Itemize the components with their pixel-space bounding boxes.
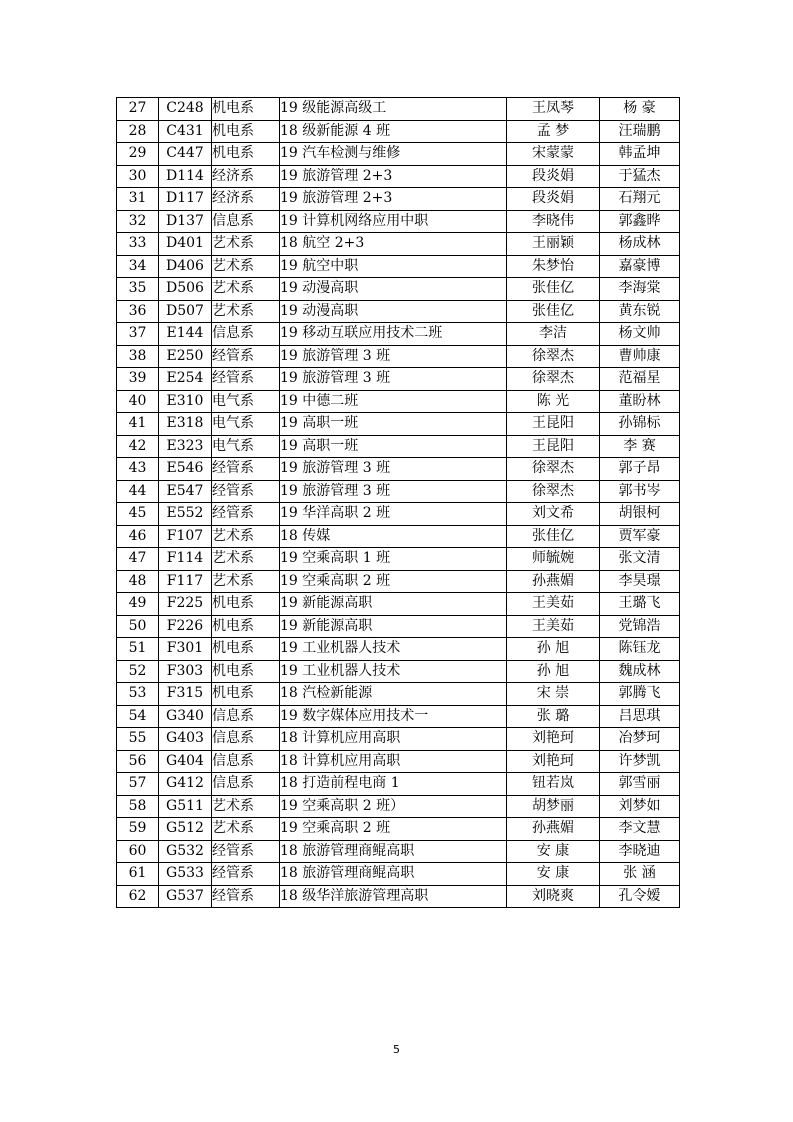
class-code-cell: G404 <box>159 750 212 773</box>
class-name-cell: 19 空乘高职 1 班 <box>280 548 507 571</box>
class-name-cell: 19 旅游管理 3 班 <box>280 368 507 391</box>
class-code-cell: G533 <box>159 863 212 886</box>
teacher-2-cell: 杨文帅 <box>600 323 680 346</box>
row-number-cell: 32 <box>117 210 159 233</box>
teacher-1-cell: 徐翠杰 <box>507 345 600 368</box>
teacher-2-cell: 于猛杰 <box>600 165 680 188</box>
department-cell: 机电系 <box>212 593 280 616</box>
teacher-1-cell: 孙 旭 <box>507 660 600 683</box>
table-row <box>117 863 680 886</box>
class-name-cell: 18 旅游管理商鲲高职 <box>280 840 507 863</box>
table-row <box>117 233 680 256</box>
table-row <box>117 705 680 728</box>
teacher-1-cell: 徐翠杰 <box>507 480 600 503</box>
class-code-cell: E254 <box>159 368 212 391</box>
table-row <box>117 683 680 706</box>
class-name-cell: 19 工业机器人技术 <box>280 638 507 661</box>
class-code-cell: G512 <box>159 818 212 841</box>
teacher-2-cell: 汪瑞鹏 <box>600 120 680 143</box>
teacher-1-cell: 刘晓爽 <box>507 885 600 908</box>
teacher-1-cell: 宋 崇 <box>507 683 600 706</box>
table-row <box>117 728 680 751</box>
class-code-cell: D507 <box>159 300 212 323</box>
class-code-cell: F315 <box>159 683 212 706</box>
table-row <box>117 323 680 346</box>
department-cell: 经济系 <box>212 188 280 211</box>
table-row <box>117 818 680 841</box>
department-cell: 艺术系 <box>212 818 280 841</box>
class-name-cell: 18 传媒 <box>280 525 507 548</box>
department-cell: 经管系 <box>212 863 280 886</box>
table-row <box>117 143 680 166</box>
class-code-cell: F301 <box>159 638 212 661</box>
table-row <box>117 795 680 818</box>
teacher-2-cell: 石翔元 <box>600 188 680 211</box>
table-row <box>117 210 680 233</box>
row-number-cell: 45 <box>117 503 159 526</box>
teacher-2-cell: 郭书岑 <box>600 480 680 503</box>
row-number-cell: 31 <box>117 188 159 211</box>
teacher-1-cell: 安 康 <box>507 863 600 886</box>
class-code-cell: G403 <box>159 728 212 751</box>
class-code-cell: G532 <box>159 840 212 863</box>
department-cell: 艺术系 <box>212 795 280 818</box>
row-number-cell: 27 <box>117 98 159 121</box>
table-row <box>117 165 680 188</box>
table-row <box>117 413 680 436</box>
class-name-cell: 18 航空 2+3 <box>280 233 507 256</box>
class-name-cell: 19 汽车检测与维修 <box>280 143 507 166</box>
class-code-cell: E318 <box>159 413 212 436</box>
class-name-cell: 19 华洋高职 2 班 <box>280 503 507 526</box>
row-number-cell: 48 <box>117 570 159 593</box>
teacher-1-cell: 王丽颖 <box>507 233 600 256</box>
row-number-cell: 62 <box>117 885 159 908</box>
class-code-cell: G537 <box>159 885 212 908</box>
teacher-2-cell: 董盼林 <box>600 390 680 413</box>
department-cell: 电气系 <box>212 390 280 413</box>
class-code-cell: F226 <box>159 615 212 638</box>
table-row <box>117 368 680 391</box>
teacher-2-cell: 魏成林 <box>600 660 680 683</box>
row-number-cell: 35 <box>117 278 159 301</box>
teacher-1-cell: 李晓伟 <box>507 210 600 233</box>
row-number-cell: 28 <box>117 120 159 143</box>
table-row <box>117 638 680 661</box>
row-number-cell: 52 <box>117 660 159 683</box>
teacher-1-cell: 徐翠杰 <box>507 458 600 481</box>
teacher-2-cell: 贾军豪 <box>600 525 680 548</box>
department-cell: 电气系 <box>212 413 280 436</box>
teacher-1-cell: 陈 光 <box>507 390 600 413</box>
teacher-2-cell: 陈钰龙 <box>600 638 680 661</box>
teacher-2-cell: 李晓迪 <box>600 840 680 863</box>
class-code-cell: D114 <box>159 165 212 188</box>
teacher-1-cell: 刘文希 <box>507 503 600 526</box>
class-code-cell: G412 <box>159 773 212 796</box>
class-roster-body <box>117 98 680 908</box>
table-row <box>117 120 680 143</box>
teacher-2-cell: 郭鑫晔 <box>600 210 680 233</box>
department-cell: 信息系 <box>212 210 280 233</box>
teacher-2-cell: 郭腾飞 <box>600 683 680 706</box>
table-row <box>117 773 680 796</box>
teacher-2-cell: 黄东锐 <box>600 300 680 323</box>
teacher-2-cell: 许梦凯 <box>600 750 680 773</box>
class-name-cell: 18 打造前程电商 1 <box>280 773 507 796</box>
row-number-cell: 56 <box>117 750 159 773</box>
row-number-cell: 50 <box>117 615 159 638</box>
teacher-1-cell: 钮若岚 <box>507 773 600 796</box>
table-row <box>117 390 680 413</box>
row-number-cell: 49 <box>117 593 159 616</box>
table-row <box>117 503 680 526</box>
class-name-cell: 19 旅游管理 2+3 <box>280 188 507 211</box>
class-name-cell: 19 移动互联应用技术二班 <box>280 323 507 346</box>
class-code-cell: F114 <box>159 548 212 571</box>
department-cell: 经济系 <box>212 165 280 188</box>
table-row <box>117 458 680 481</box>
teacher-2-cell: 曹帅康 <box>600 345 680 368</box>
class-name-cell: 19 旅游管理 3 班 <box>280 458 507 481</box>
department-cell: 信息系 <box>212 728 280 751</box>
teacher-2-cell: 党锦浩 <box>600 615 680 638</box>
row-number-cell: 36 <box>117 300 159 323</box>
class-code-cell: E310 <box>159 390 212 413</box>
row-number-cell: 51 <box>117 638 159 661</box>
class-code-cell: E144 <box>159 323 212 346</box>
teacher-1-cell: 段炎娟 <box>507 165 600 188</box>
department-cell: 机电系 <box>212 98 280 121</box>
teacher-1-cell: 胡梦丽 <box>507 795 600 818</box>
table-row <box>117 593 680 616</box>
class-name-cell: 19 旅游管理 2+3 <box>280 165 507 188</box>
row-number-cell: 59 <box>117 818 159 841</box>
teacher-2-cell: 韩孟坤 <box>600 143 680 166</box>
row-number-cell: 53 <box>117 683 159 706</box>
row-number-cell: 44 <box>117 480 159 503</box>
teacher-2-cell: 张文清 <box>600 548 680 571</box>
row-number-cell: 46 <box>117 525 159 548</box>
department-cell: 经管系 <box>212 885 280 908</box>
teacher-2-cell: 嘉豪博 <box>600 255 680 278</box>
teacher-1-cell: 孙燕媚 <box>507 570 600 593</box>
teacher-2-cell: 杨成林 <box>600 233 680 256</box>
class-code-cell: G511 <box>159 795 212 818</box>
class-code-cell: F117 <box>159 570 212 593</box>
teacher-2-cell: 杨 豪 <box>600 98 680 121</box>
table-row <box>117 300 680 323</box>
row-number-cell: 29 <box>117 143 159 166</box>
class-code-cell: F107 <box>159 525 212 548</box>
teacher-2-cell: 李昊璟 <box>600 570 680 593</box>
row-number-cell: 43 <box>117 458 159 481</box>
class-name-cell: 19 工业机器人技术 <box>280 660 507 683</box>
class-name-cell: 18 计算机应用高职 <box>280 728 507 751</box>
table-row <box>117 660 680 683</box>
class-name-cell: 19 中德二班 <box>280 390 507 413</box>
row-number-cell: 58 <box>117 795 159 818</box>
class-name-cell: 18 计算机应用高职 <box>280 750 507 773</box>
class-name-cell: 19 级能源高级工 <box>280 98 507 121</box>
teacher-2-cell: 孔令嫒 <box>600 885 680 908</box>
department-cell: 经管系 <box>212 840 280 863</box>
class-name-cell: 19 航空中职 <box>280 255 507 278</box>
class-code-cell: D506 <box>159 278 212 301</box>
table-row <box>117 435 680 458</box>
table-row <box>117 570 680 593</box>
department-cell: 机电系 <box>212 683 280 706</box>
class-name-cell: 18 汽检新能源 <box>280 683 507 706</box>
department-cell: 信息系 <box>212 773 280 796</box>
class-name-cell: 18 级华洋旅游管理高职 <box>280 885 507 908</box>
teacher-1-cell: 刘艳珂 <box>507 728 600 751</box>
teacher-2-cell: 胡银柯 <box>600 503 680 526</box>
department-cell: 信息系 <box>212 705 280 728</box>
table-row <box>117 98 680 121</box>
department-cell: 艺术系 <box>212 570 280 593</box>
teacher-2-cell: 王璐飞 <box>600 593 680 616</box>
teacher-1-cell: 王昆阳 <box>507 435 600 458</box>
department-cell: 艺术系 <box>212 233 280 256</box>
department-cell: 机电系 <box>212 143 280 166</box>
teacher-1-cell: 王美茹 <box>507 615 600 638</box>
class-name-cell: 19 数字媒体应用技术一 <box>280 705 507 728</box>
department-cell: 艺术系 <box>212 255 280 278</box>
teacher-2-cell: 张 涵 <box>600 863 680 886</box>
department-cell: 艺术系 <box>212 300 280 323</box>
teacher-2-cell: 孙锦标 <box>600 413 680 436</box>
row-number-cell: 34 <box>117 255 159 278</box>
class-code-cell: D401 <box>159 233 212 256</box>
row-number-cell: 60 <box>117 840 159 863</box>
class-name-cell: 19 高职一班 <box>280 435 507 458</box>
teacher-2-cell: 郭子昂 <box>600 458 680 481</box>
teacher-1-cell: 王美茹 <box>507 593 600 616</box>
table-row <box>117 615 680 638</box>
class-code-cell: F225 <box>159 593 212 616</box>
department-cell: 艺术系 <box>212 548 280 571</box>
teacher-1-cell: 孟 梦 <box>507 120 600 143</box>
class-name-cell: 19 计算机网络应用中职 <box>280 210 507 233</box>
class-code-cell: E323 <box>159 435 212 458</box>
class-name-cell: 19 空乘高职 2 班） <box>280 795 507 818</box>
class-code-cell: D406 <box>159 255 212 278</box>
class-code-cell: E546 <box>159 458 212 481</box>
table-row <box>117 278 680 301</box>
department-cell: 机电系 <box>212 120 280 143</box>
table-row <box>117 885 680 908</box>
row-number-cell: 39 <box>117 368 159 391</box>
class-code-cell: E547 <box>159 480 212 503</box>
row-number-cell: 42 <box>117 435 159 458</box>
teacher-1-cell: 孙燕媚 <box>507 818 600 841</box>
row-number-cell: 37 <box>117 323 159 346</box>
row-number-cell: 54 <box>117 705 159 728</box>
table-row <box>117 840 680 863</box>
row-number-cell: 40 <box>117 390 159 413</box>
row-number-cell: 30 <box>117 165 159 188</box>
class-code-cell: C447 <box>159 143 212 166</box>
row-number-cell: 55 <box>117 728 159 751</box>
class-name-cell: 19 新能源高职 <box>280 593 507 616</box>
class-code-cell: D117 <box>159 188 212 211</box>
class-roster-table <box>116 97 680 908</box>
class-name-cell: 19 动漫高职 <box>280 278 507 301</box>
row-number-cell: 57 <box>117 773 159 796</box>
department-cell: 经管系 <box>212 458 280 481</box>
teacher-1-cell: 张佳亿 <box>507 300 600 323</box>
table-row <box>117 548 680 571</box>
class-name-cell: 19 空乘高职 2 班 <box>280 570 507 593</box>
class-name-cell: 19 高职一班 <box>280 413 507 436</box>
department-cell: 艺术系 <box>212 278 280 301</box>
teacher-1-cell: 孙 旭 <box>507 638 600 661</box>
class-code-cell: G340 <box>159 705 212 728</box>
class-code-cell: C431 <box>159 120 212 143</box>
department-cell: 电气系 <box>212 435 280 458</box>
table-row <box>117 255 680 278</box>
teacher-2-cell: 冶梦珂 <box>600 728 680 751</box>
teacher-1-cell: 张佳亿 <box>507 278 600 301</box>
teacher-2-cell: 李文慧 <box>600 818 680 841</box>
class-name-cell: 19 旅游管理 3 班 <box>280 480 507 503</box>
department-cell: 机电系 <box>212 615 280 638</box>
class-name-cell: 19 空乘高职 2 班 <box>280 818 507 841</box>
class-name-cell: 18 级新能源 4 班 <box>280 120 507 143</box>
class-code-cell: F303 <box>159 660 212 683</box>
teacher-2-cell: 李 赛 <box>600 435 680 458</box>
teacher-1-cell: 张 璐 <box>507 705 600 728</box>
department-cell: 机电系 <box>212 660 280 683</box>
class-code-cell: C248 <box>159 98 212 121</box>
class-code-cell: D137 <box>159 210 212 233</box>
class-name-cell: 18 旅游管理商鲲高职 <box>280 863 507 886</box>
row-number-cell: 61 <box>117 863 159 886</box>
teacher-1-cell: 张佳亿 <box>507 525 600 548</box>
teacher-1-cell: 王凤琴 <box>507 98 600 121</box>
class-code-cell: E552 <box>159 503 212 526</box>
department-cell: 经管系 <box>212 503 280 526</box>
class-name-cell: 19 旅游管理 3 班 <box>280 345 507 368</box>
class-name-cell: 19 新能源高职 <box>280 615 507 638</box>
teacher-1-cell: 朱梦怡 <box>507 255 600 278</box>
table-row <box>117 525 680 548</box>
department-cell: 经管系 <box>212 480 280 503</box>
department-cell: 信息系 <box>212 323 280 346</box>
table-row <box>117 750 680 773</box>
row-number-cell: 33 <box>117 233 159 256</box>
department-cell: 艺术系 <box>212 525 280 548</box>
teacher-1-cell: 安 康 <box>507 840 600 863</box>
teacher-1-cell: 师毓婉 <box>507 548 600 571</box>
page-number: 5 <box>393 1043 400 1056</box>
table-row <box>117 345 680 368</box>
row-number-cell: 47 <box>117 548 159 571</box>
department-cell: 经管系 <box>212 345 280 368</box>
teacher-1-cell: 徐翠杰 <box>507 368 600 391</box>
teacher-1-cell: 宋蒙蒙 <box>507 143 600 166</box>
row-number-cell: 41 <box>117 413 159 436</box>
row-number-cell: 38 <box>117 345 159 368</box>
table-row <box>117 480 680 503</box>
table-row <box>117 188 680 211</box>
teacher-1-cell: 段炎娟 <box>507 188 600 211</box>
department-cell: 信息系 <box>212 750 280 773</box>
teacher-1-cell: 刘艳珂 <box>507 750 600 773</box>
teacher-2-cell: 吕思琪 <box>600 705 680 728</box>
teacher-2-cell: 刘梦如 <box>600 795 680 818</box>
teacher-2-cell: 李海棠 <box>600 278 680 301</box>
teacher-2-cell: 范福星 <box>600 368 680 391</box>
class-code-cell: E250 <box>159 345 212 368</box>
teacher-2-cell: 郭雪丽 <box>600 773 680 796</box>
department-cell: 经管系 <box>212 368 280 391</box>
department-cell: 机电系 <box>212 638 280 661</box>
teacher-1-cell: 王昆阳 <box>507 413 600 436</box>
class-name-cell: 19 动漫高职 <box>280 300 507 323</box>
teacher-1-cell: 李洁 <box>507 323 600 346</box>
